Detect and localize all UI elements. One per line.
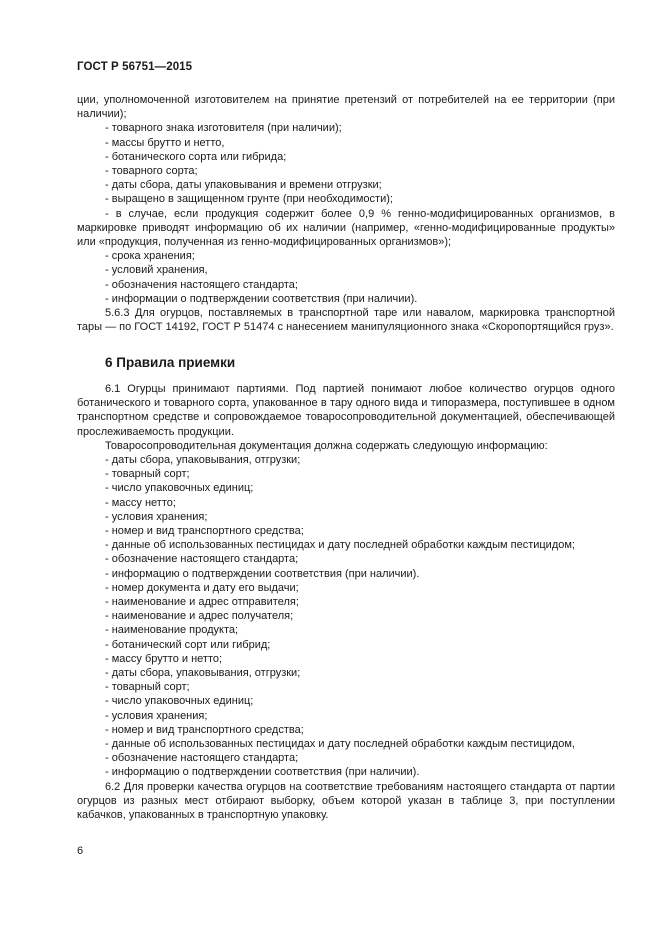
list-item: - товарный сорт; [105, 681, 190, 694]
page-header-standard-code: ГОСТ Р 56751—2015 [77, 61, 193, 73]
list-item: - наименование и адрес получателя; [105, 610, 294, 623]
list-item: - обозначения настоящего стандарта; [105, 278, 298, 291]
list-item: - число упаковочных единиц; [105, 695, 254, 708]
list-item: - даты сбора, даты упаковывания и времени отгрузки; [105, 179, 382, 192]
section-title: 6 Правила приемки [105, 355, 236, 370]
clause-5-6-3: 5.6.3 Для огурцов, поставляемых в транспортной таре или навалом, маркировка транспортной тары — по ГОСТ 14192, ГОСТ Р 51474 с нанесением манипуляционного знака «Скоропортящийся груз». [77, 307, 615, 334]
list-item: - наименование продукта; [105, 624, 239, 637]
clause-6-1: 6.1 Огурцы принимают партиями. Под партией понимают любое количество огурцов одного ботанического и товарного сорта, упакованное в тару одного вида и типоразмера, поступившее в одном транспортном средстве и сопровождаемое товаросопроводительной документацией, обеспечивающей прослеживаемость продукции. [77, 383, 615, 438]
list-item: - информацию о подтверждении соответствия (при наличии). [105, 567, 420, 580]
list-item: - выращено в защищенном грунте (при необходимости); [105, 193, 393, 206]
list-item: - наименование и адрес отправителя; [105, 596, 299, 609]
top-text-block [77, 93, 615, 334]
list-item: - товарного знака изготовителя (при наличии); [105, 122, 342, 135]
list-item: - даты сбора, упаковывания, отгрузки; [105, 454, 301, 467]
list-item: - условия хранения; [105, 709, 208, 722]
clause-6-2: 6.2 Для проверки качества огурцов на соответствие требованиям настоящего стандарта от партии огурцов из разных мест отбирают выборку, объем которой указан в таблице 3, при поступлении кабачков, упакованных в транспортную упаковку. [77, 780, 615, 822]
list-item: - данные об использованных пестицидах и дату последней обработки каждым пестицидом; [105, 539, 575, 552]
list-item: - обозначение настоящего стандарта; [105, 752, 299, 765]
list-item: - данные об использованных пестицидах и дату последней обработки каждым пестицидом, [105, 738, 575, 751]
gmo-paragraph: - в случае, если продукция содержит более 0,9 % генно-модифицированных организмов, в маркировке приводят информацию об их наличии (например, «генно-модифицированные продукты» или «продукция, полученная из генно-модифицированных организмов»); [77, 207, 615, 249]
list-item: - информацию о подтверждении соответствия (при наличии). [105, 766, 420, 779]
continuation-paragraph: ции, уполномоченной изготовителем на принятие претензий от потребителей на ее территории (при наличии); [77, 94, 615, 121]
list-item: - товарный сорт; [105, 468, 190, 481]
list-item: - условий хранения, [105, 264, 208, 277]
list-item: - номер документа и дату его выдачи; [105, 581, 299, 594]
list-item: - даты сбора, упаковывания, отгрузки; [105, 667, 301, 680]
list-item: - массы брутто и нетто, [105, 136, 225, 149]
list-item: - номер и вид транспортного средства; [105, 723, 304, 736]
list-item: - обозначение настоящего стандарта; [105, 553, 299, 566]
list-item: - информации о подтверждении соответствия (при наличии). [105, 292, 418, 305]
page-number: 6 [77, 845, 84, 857]
list-item: - товарного сорта; [105, 165, 198, 178]
docs-intro: Товаросопроводительная документация должна содержать следующую информацию: [105, 439, 548, 452]
list-item: - массу брутто и нетто; [105, 652, 223, 665]
list-item: - ботанического сорта или гибрида; [105, 150, 287, 163]
section-6-text-block [77, 382, 615, 822]
list-item: - массу нетто; [105, 496, 176, 509]
list-item: - число упаковочных единиц; [105, 482, 254, 495]
list-item: - ботанический сорт или гибрид; [105, 638, 271, 651]
list-item: - срока хранения; [105, 250, 195, 263]
list-item: - номер и вид транспортного средства; [105, 525, 304, 538]
list-item: - условия хранения; [105, 510, 208, 523]
